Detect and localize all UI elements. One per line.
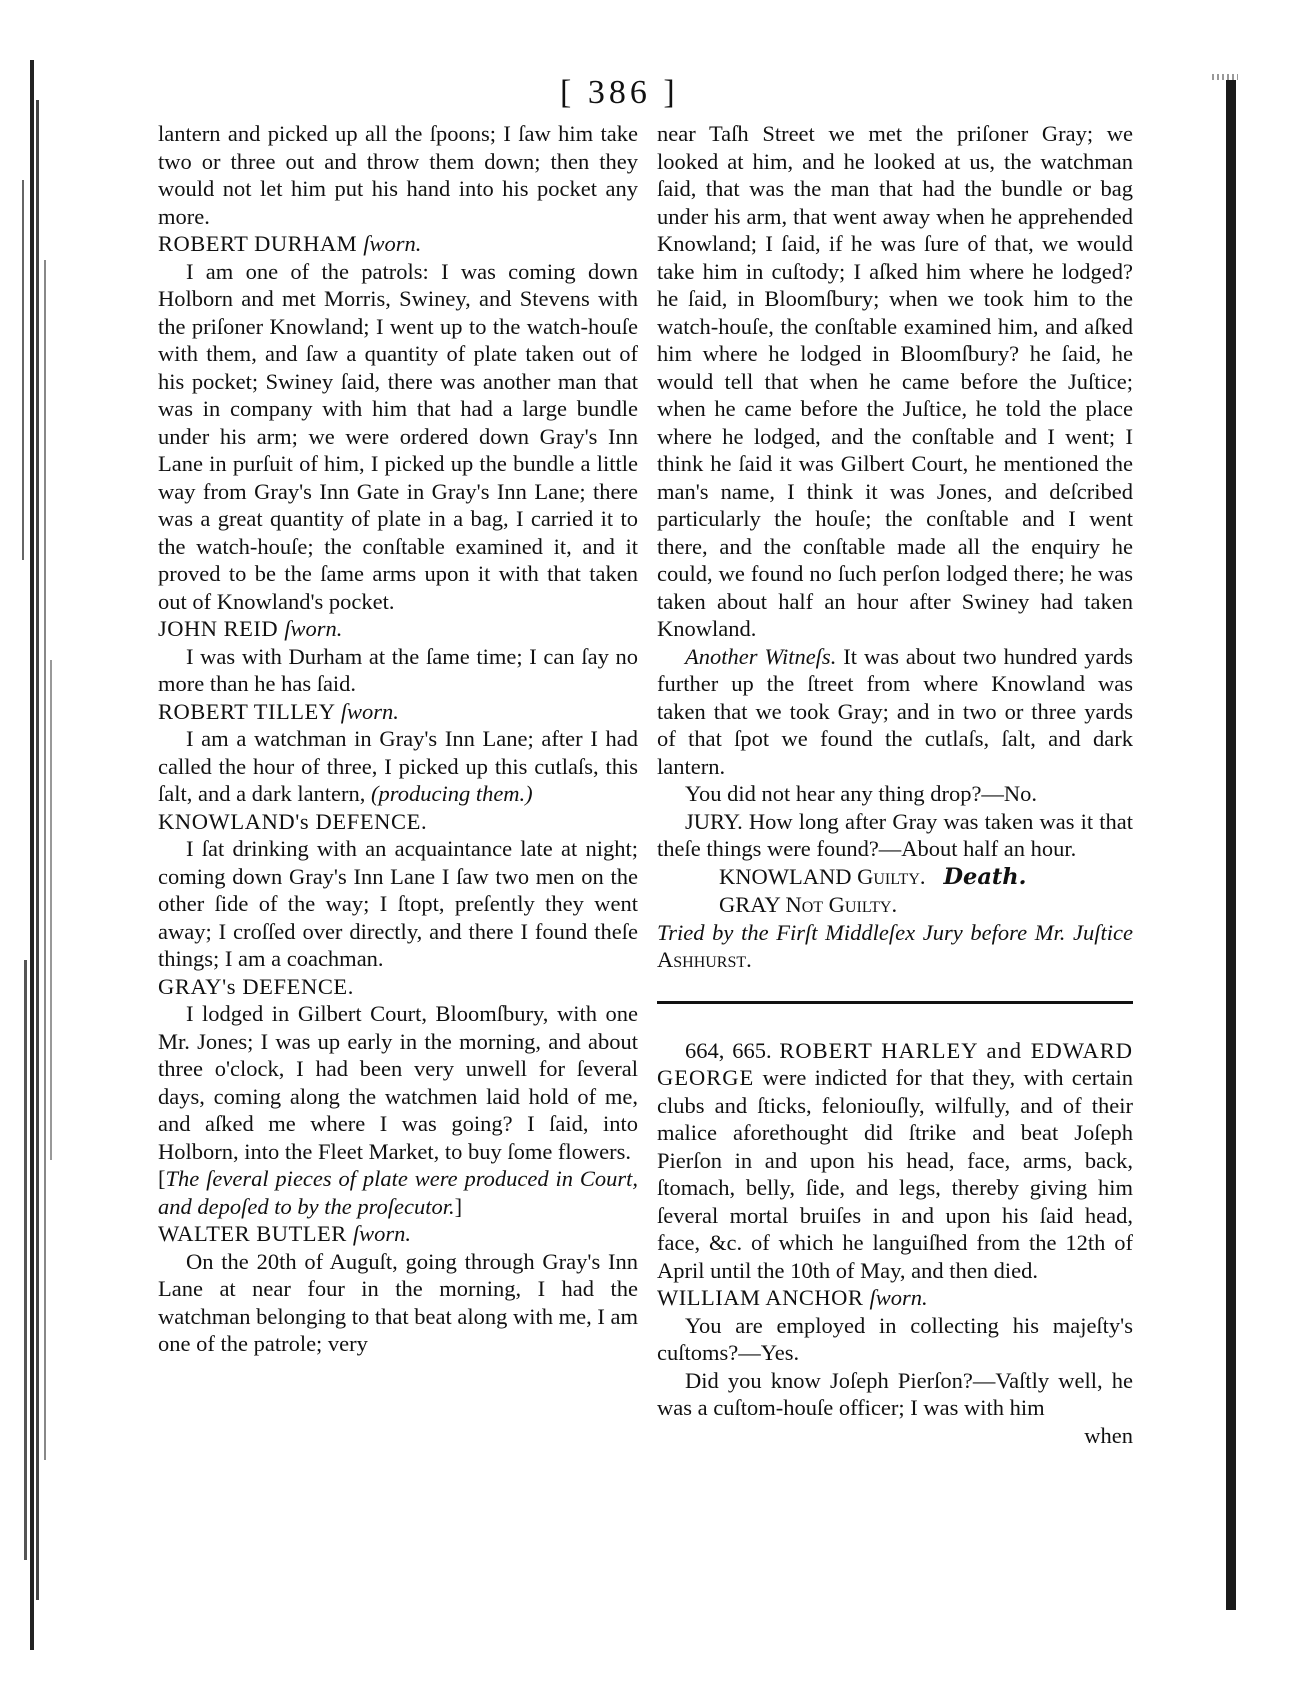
question-answer: Did you know Joſeph Pierſon?—Vaſtly well, he was a cuſtom-houſe officer; I was with him [657,1367,1133,1420]
page-edge-shadow [1226,80,1236,1610]
jury-note [657,919,1133,974]
witness-heading-butler [158,1220,638,1248]
defendant-name: KNOWLAND [719,863,852,889]
paragraph-continuation: lantern and picked up all the ſpoons; I ſaw him take two or three out and throw them down; then they would not let him put his hand into his pocket any more. [158,121,638,229]
court-note-text: The ſeveral pieces of plate were produced in Court, and depoſed to by the proſecutor. [158,1166,638,1219]
witness-name: ROBERT TILLEY [158,698,335,724]
sworn-label: ſworn. [352,1221,412,1246]
witness-name: ROBERT DURHAM [158,231,358,256]
defence-knowland: I ſat drinking with an acquaintance late at night; coming down Gray's Inn Lane I ſaw two men on the other ſide of the way; I ſtopt, preſently they went away; I croſſed over directly, and there I found theſe things; I am a coachman. [158,836,638,971]
testimony-durham: I am one of the patrols: I was coming down Holborn and met Morris, Swiney, and Stevens with the priſoner Knowland; I went up to the watch-houſe with them, and ſaw a quantity of plate taken out of his pocket; Swiney ſaid, there was another man that was in company with him that had a large bundle under his arm; we were ordered down Gray's Inn Lane in purſuit of him, I picked up the bundle a little way from Gray's Inn Gate in Gray's Inn Lane; there was a great quantity of plate in a bag, I carried it to the watch-houſe; the conſtable examined it, and it proved to be the ſame arms upon it with that taken out of Knowland's pocket. [158,258,638,614]
section-heading-knowland-defence: KNOWLAND's DEFENCE. [158,808,428,834]
jury-question [657,808,1133,863]
bracket-open: [ [158,1166,166,1191]
testimony-text: It was about two hundred yards further up the ſtreet from where Knowland was taken that we took Gray; and in two or three yards of that ſpot we found the cutlaſs, ſalt, and dark lantern. [657,643,1133,779]
right-column [657,120,1133,1449]
verdict-result: Guilty. [857,863,926,889]
testimony-another-witness [657,643,1133,781]
sworn-label: ſworn. [363,231,422,256]
sworn-label: ſworn. [869,1285,928,1310]
sentence: Death. [943,863,1027,890]
testimony-reid: I was with Durham at the ſame time; I can ſay no more than he has ſaid. [158,643,638,696]
witness-name: JOHN REID [158,616,279,641]
defence-gray: I lodged in Gilbert Court, Bloomſbury, with one Mr. Jones; I was up early in the morning, and about three o'clock, I had been very unwell for ſeveral days, coming along the watchmen laid hold of me, and aſked me where I was going? I ſaid, into Holborn, into the Fleet Market, to buy ſome flowers. [158,1001,638,1164]
testimony-butler: On the 20th of Auguſt, going through Gray's Inn Lane at near four in the morning, I had the watchman belonging to that beat along with me, I am one of the patrole; very [158,1248,638,1356]
defendant-name: GRAY [719,892,780,917]
testimony-tilley [158,725,638,808]
paragraph-continuation: near Taſh Street we met the priſoner Gray; we looked at him, and he looked at us, the watchman ſaid, that was the man that had the bundle or bag under his arm, that went away when he apprehended Knowland; I ſaid, if he was ſure of that, we would take him in cuſtody; I aſked him where he lodged? he ſaid, in Bloomſbury; when we took him to the watch-houſe, the conſtable examined him, and aſked him where he lodged in Bloomſbury? he ſaid, he would tell that when he came before the Juſtice; when he came before the Juſtice, he told the place where he lodged, and the conſtable and I went; I think he ſaid it was Gilbert Court, he mentioned the man's name, I think it was Jones, and deſcribed particularly the houſe; the conſtable and I went there, and the conſtable made all the enquiry he could, we found no ſuch perſon lodged there; he was taken about half an hour after Swiney had taken Knowland. [657,121,1133,641]
indictment-text: were indicted for that they, with certain clubs and ſticks, feloniouſly, wilfully, and of their malice aforethought did ſtrike and beat Joſeph Pierſon in and upon his head, face, arms, back, ſtomach, belly, ſide, and legs, thereby giving him ſeveral mortal bruiſes in and upon his ſaid head, face, &c. of which he languiſhed from the 12th of April until the 10th of May, and then died. [657,1065,1133,1283]
defendant-names: ROBERT HARLEY and EDWARD GEORGE [657,1037,1134,1090]
bracket-close: ] [454,1193,463,1219]
sworn-label: ſworn. [284,616,343,641]
verdict-result: Not Guilty. [785,892,898,917]
stage-note: (producing them.) [371,781,533,806]
court-note [158,1165,638,1220]
section-divider [657,1001,1133,1004]
speaker-label: JURY. [685,808,743,834]
catchword: when [1084,1422,1133,1448]
witness-name: WILLIAM ANCHOR [657,1285,864,1310]
verdict-gray [657,891,1133,919]
case-numbers: 664, 665. [685,1037,772,1063]
question-answer: You did not hear any thing drop?—No. [685,781,1038,806]
case-indictment [657,1037,1133,1285]
testimony-text: I am a watchman in Gray's Inn Lane; after I had called the hour of three, I picked up this cutlaſs, this ſalt, and a dark lantern, [158,726,638,806]
verdict-knowland [657,863,1133,892]
witness-heading-durham [158,230,638,258]
section-heading-gray-defence: GRAY's DEFENCE. [158,973,354,999]
page-number: [ 386 ] [560,74,679,111]
question-text: How long after Gray was taken was it that theſe things were found?—About half an hour. [657,808,1133,861]
question-answer: You are employed in collecting his majeſty's cuſtoms?—Yes. [657,1312,1133,1365]
witness-heading-tilley [158,698,638,726]
witness-heading-anchor [657,1284,1133,1312]
witness-heading-reid [158,615,638,643]
sworn-label: ſworn. [340,698,399,724]
witness-name: WALTER BUTLER [158,1221,347,1246]
binding-shadow [0,60,70,1650]
left-column [158,120,638,1358]
speaker-label: Another Witneſs. [685,643,837,669]
jury-note-text: Tried by the Firſt Middleſex Jury before Mr. Juſtice [657,919,1133,945]
judge-name: Ashhurst. [657,947,752,972]
scan-speck [1212,74,1238,80]
